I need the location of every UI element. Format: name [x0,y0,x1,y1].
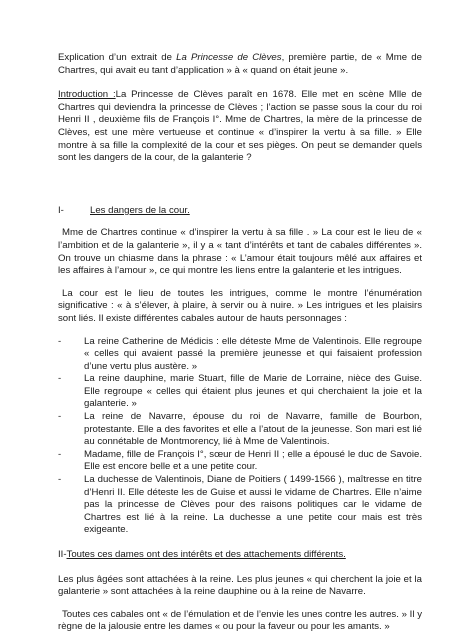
document-heading [58,52,422,77]
introduction-text: La Princesse de Clèves paraît en 1678. Elle met en scène Mlle de Chartres qui deviendra la princesse de Clèves ; l’action se passe sous la cour du roi Henri II , deuxième fils de François I°. Mme de Chartres, la mère de la princesse de Clèves, est une mère vertueuse et continue « d’inspirer la vertu à sa fille. » Elle montre à sa fille la complexité de la cour et ses pièges. On peut se demander quels sont les dangers de la cour, de la galanterie ? [58,89,422,164]
list-item-text: La reine dauphine, marie Stuart, fille de Marie de Lorraine, nièce des Guise. Elle regroupe « celles qui étaient plus jeunes et qui cherchaient la joie et la galanterie. » [84,373,422,410]
section-1-number: I- [58,204,64,216]
paragraph-2: La cour est le lieu de toutes les intrigues, comme le montre l’énumération significative : « à s’élever, à plaire, à servir ou à nuire. » Les intrigues et les plaisirs sont liés. Il existe différentes cabales autour de hauts personnages : [58,287,422,324]
section-2-heading [58,549,422,562]
list-item [58,373,422,411]
list-item [58,449,422,474]
paragraph-4: Toutes ces cabales ont « de l’émulation et de l’envie les unes contre les autres. » Il y règne de la jalousie entre les dames « ou pour la faveur ou pour les amants. » [58,608,422,633]
list-dash: - [58,373,62,385]
list-dash: - [58,335,62,347]
list-item-text: La duchesse de Valentinois, Diane de Poitiers ( 1499-1566 ), maîtresse en titre d’Henri II. Elle déteste les de Guise et aussi le vidame de Chartres. Elle n’aime pas la princesse de Clèves pour des raisons politiques car le vidame de Chartres est lié à la reine. La duchesse a une petite cour mais est très exigeante. [84,474,422,536]
section-2-number: II- [58,549,67,560]
heading-prefix: Explication d’un extrait de [58,52,177,63]
paragraph-1: Mme de Chartres continue « d’inspirer la vertu à sa fille . » La cour est le lieu de « l’ambition et de la galanterie », il y a « tant d’intérêts et tant de cabales différentes ». On trouve un chiasme dans la phrase : « L’amour était toujours mêlé aux affaires et les affaires à l’amour », ce qui montre les liens entre la galanterie et les intrigues. [58,227,422,277]
list-item-text: La reine de Navarre, épouse du roi de Navarre, famille de Bourbon, protestante. Elle a des favorites et elle a l’atout de la jeunesse. Son mari est lié au connétable de Montmorency, lié à Mme de Valentinois. [84,411,422,448]
list-dash: - [58,474,62,486]
section-1-title: Les dangers de la cour. [90,204,190,216]
list-item [58,411,422,449]
section-1-heading [58,205,422,218]
list-item [58,336,422,374]
paragraph-3: Les plus âgées sont attachées à la reine. Les plus jeunes « qui cherchent la joie et la galanterie » sont attachées à la reine dauphine ou à la reine de Navarre. [58,573,422,598]
list-dash: - [58,411,62,423]
section-2-title: Toutes ces dames ont des intérêts et des attachements différents. [66,549,346,560]
list-item [58,474,422,537]
list-item-text: Madame, fille de François I°, sœur de Henri II ; elle a épousé le duc de Savoie. Elle est encore belle et a une petite cour. [84,448,422,473]
list-item-text: La reine Catherine de Médicis : elle déteste Mme de Valentinois. Elle regroupe « celles qui avaient passé la première jeunesse et qui faisaient profession d’une vertu plus austère. » [84,335,422,372]
list-dash: - [58,448,62,460]
cabales-list [58,336,422,538]
introduction-paragraph [58,89,422,165]
introduction-label: Introduction : [58,89,116,101]
book-title: La Princesse de Clèves [176,52,282,63]
heading-suffix: , première partie, de « Mme de Chartres, qui avait eu tant d’application » à « quand on était jeune ». [58,52,422,76]
